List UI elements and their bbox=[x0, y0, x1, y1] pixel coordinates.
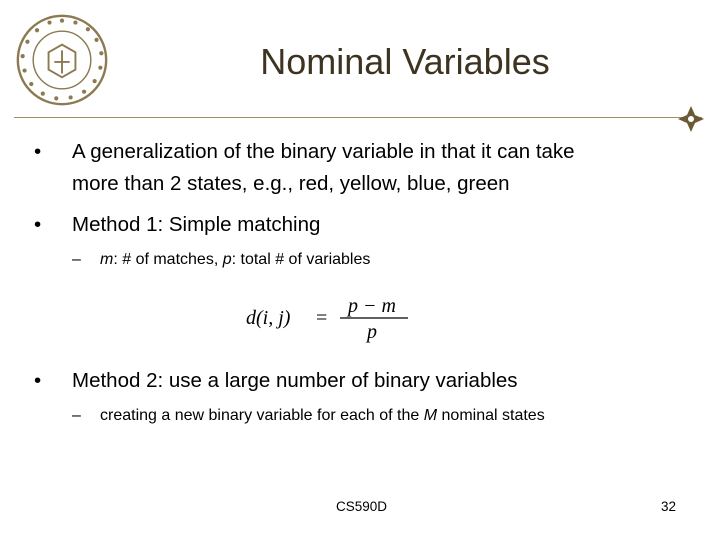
bullet-marker: • bbox=[34, 213, 42, 236]
matches-text: : # of matches, bbox=[113, 251, 223, 268]
bullet-text: Method 1: Simple matching bbox=[72, 213, 321, 236]
footer-course: CS590D bbox=[336, 499, 388, 514]
university-seal-icon bbox=[14, 12, 110, 108]
slide-title: Nominal Variables bbox=[260, 41, 550, 82]
title-divider bbox=[14, 117, 702, 118]
formula-denominator: p bbox=[367, 321, 377, 343]
var-m: m bbox=[100, 251, 114, 268]
creating-text: creating a new binary variable for each of the bbox=[100, 407, 424, 424]
formula-equals: = bbox=[316, 307, 328, 329]
var-p: p bbox=[222, 251, 232, 268]
formula-numerator: p − m bbox=[348, 295, 396, 317]
corner-ornament-icon bbox=[676, 104, 706, 134]
var-M: M bbox=[423, 407, 438, 424]
sub-bullet-marker: – bbox=[72, 251, 81, 268]
bullet-text: A generalization of the binary variable in that it can take bbox=[72, 140, 575, 163]
slide-number: 32 bbox=[661, 499, 677, 514]
bullet-marker: • bbox=[34, 369, 42, 392]
nominal-states-text: nominal states bbox=[437, 407, 545, 424]
simple-matching-formula bbox=[240, 288, 420, 344]
bullet-marker: • bbox=[34, 140, 42, 163]
bullet-text: Method 2: use a large number of binary variables bbox=[72, 369, 518, 392]
bullet-text-continued: more than 2 states, e.g., red, yellow, blue, green bbox=[72, 172, 510, 195]
sub-bullet-marker: – bbox=[72, 407, 81, 424]
formula-lhs: d(i, j) bbox=[246, 307, 291, 329]
total-variables-text: : total # of variables bbox=[231, 251, 371, 268]
